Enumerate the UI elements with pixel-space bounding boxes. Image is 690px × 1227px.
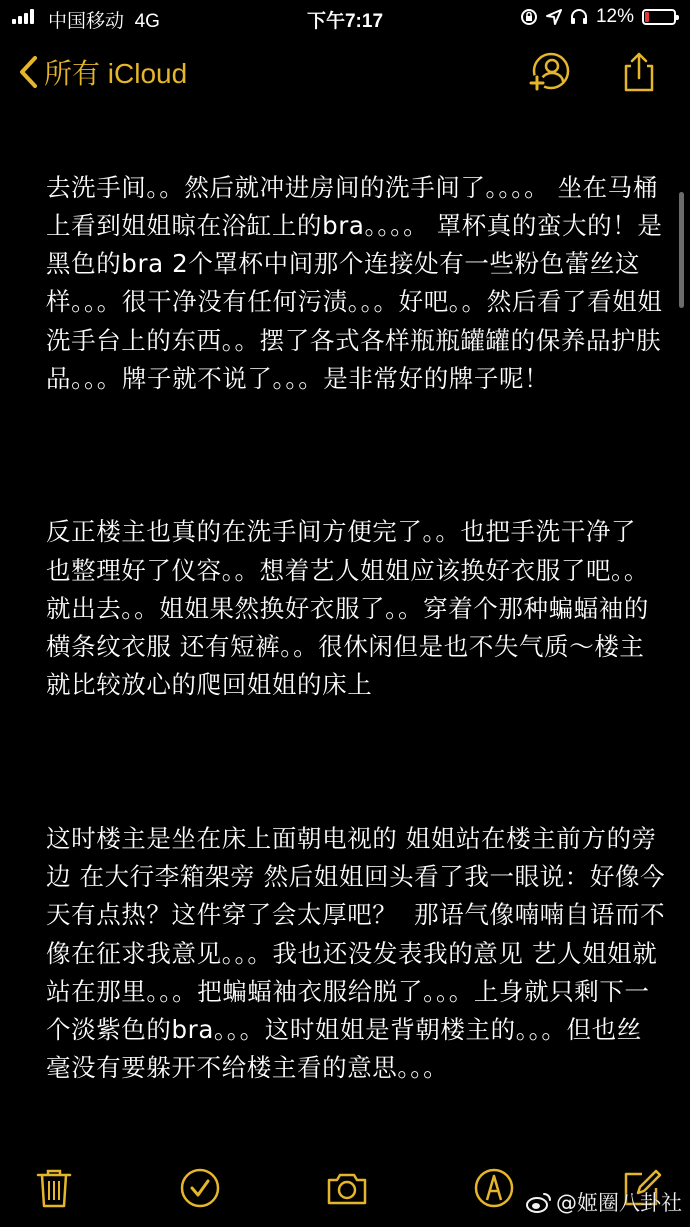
battery-icon [642, 9, 676, 25]
status-time: 下午7:17 [306, 11, 384, 32]
note-paragraph: 去洗手间。。然后就冲进房间的洗手间了。。。。 坐在马桶上看到姐姐晾在浴缸上的bra。。。。 罩杯真的蛮大的！是黑色的bra 2个罩杯中间那个连接处有一些粉色蕾丝这样。。。很干净没有任何污渍。。。好吧。。然后看了看姐姐洗手台上的东西。。摆了各式各样瓶瓶罐罐的保养品护肤品。。。牌子就不说了。。。是非常好的牌子呢！ [46, 172, 663, 394]
rotation-lock-icon [520, 8, 538, 26]
back-label: 所有 iCloud [44, 58, 188, 89]
trash-icon[interactable] [32, 1166, 76, 1210]
location-icon [546, 9, 562, 25]
checklist-icon[interactable] [178, 1166, 222, 1210]
weibo-logo-icon [526, 1191, 552, 1213]
watermark [526, 1187, 682, 1217]
network-type: 4G [134, 11, 160, 32]
chevron-left-icon [18, 55, 38, 89]
scroll-indicator[interactable] [679, 192, 684, 308]
battery-percent: 12% [595, 6, 634, 27]
status-right [520, 6, 676, 28]
back-button[interactable] [18, 52, 187, 92]
note-paragraph: 这时楼主是坐在床上面朝电视的 姐姐站在楼主前方的旁边 在大行李箱架旁 然后姐姐回头看了我一眼说：好像今天有点热？这件穿了会太厚吧？ 那语气像喃喃自语而不像在征求我意见。。。我也还没发表我的意见 艺人姐姐就站在那里。。。把蝙蝠袖衣服给脱了。。。上身就只剩下一个淡紫色的bra。。。这时姐姐是背朝楼主的。。。但也丝毫没有要躲开不给楼主看的意思。。。 [46, 823, 666, 1083]
share-icon[interactable] [617, 50, 661, 94]
carrier-name: 中国移动 [48, 11, 125, 32]
bottom-toolbar [0, 1160, 690, 1227]
markup-icon[interactable] [472, 1166, 516, 1210]
camera-icon[interactable] [325, 1166, 369, 1210]
watermark-text: @姬圈八卦社 [556, 1191, 682, 1215]
headphones-icon [570, 8, 588, 26]
status-bar [0, 0, 690, 36]
note-body[interactable] [46, 92, 666, 1126]
add-people-icon[interactable] [527, 50, 571, 94]
note-paragraph: 反正楼主也真的在洗手间方便完了。。也把手洗干净了 也整理好了仪容。。想着艺人姐姐应该换好衣服了吧。。就出去。。姐姐果然换好衣服了。。穿着个那种蝙蝠袖的横条纹衣服 还有短裤。。很休闲但是也不失气质～楼主就比较放心的爬回姐姐的床上 [46, 517, 649, 700]
